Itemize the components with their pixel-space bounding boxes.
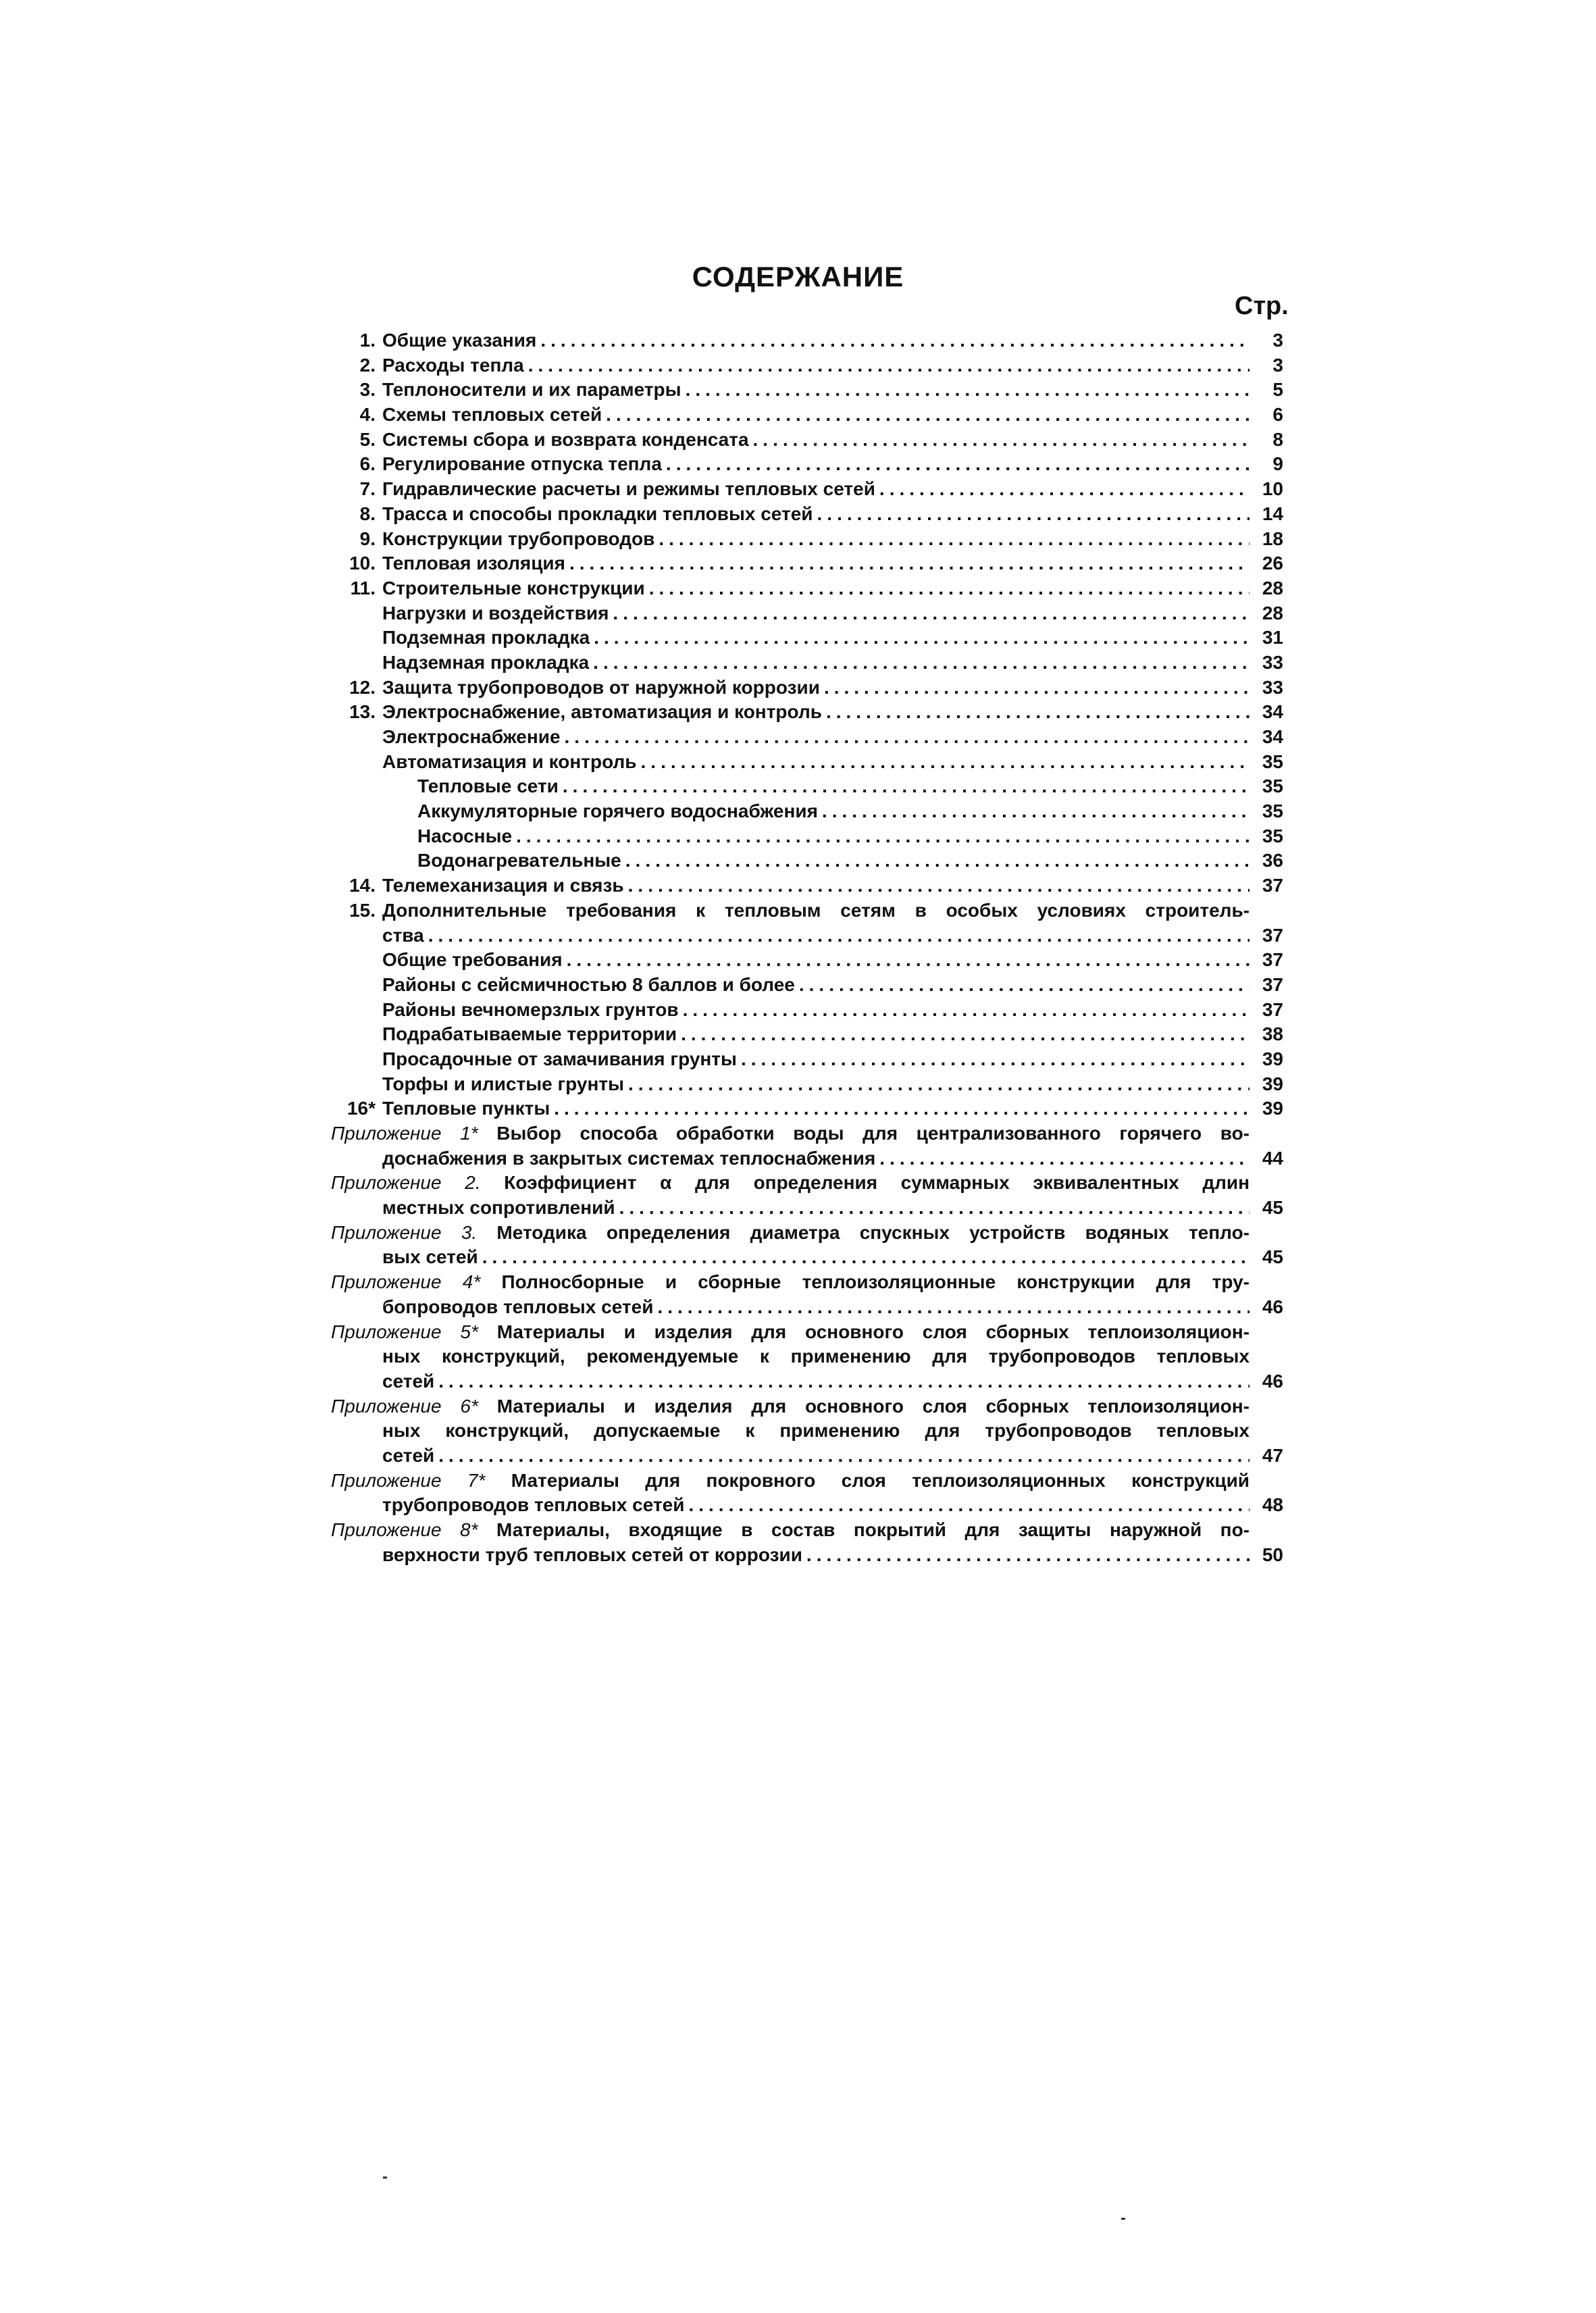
toc-entry-number: 4. <box>359 404 376 426</box>
toc-entry-page: 35 <box>1262 776 1283 797</box>
toc-entry-number: 8. <box>359 503 376 524</box>
dot-leader <box>621 848 1250 873</box>
dot-leader <box>653 1295 1250 1320</box>
appendix-line <box>331 1320 1250 1345</box>
toc-entry-page: 26 <box>1262 553 1283 574</box>
toc-entry-label: Защита трубопроводов от наружной коррозии <box>382 676 820 698</box>
appendix-page: 44 <box>1262 1147 1283 1169</box>
appendix-entry <box>331 1518 1283 1543</box>
appendix-continuation <box>331 1419 1283 1444</box>
toc-entry-title <box>382 1047 1250 1072</box>
dot-leader <box>820 676 1250 701</box>
appendix-continuation <box>331 1344 1283 1369</box>
appendix-line <box>331 1171 1250 1196</box>
toc-entry-title <box>382 502 1250 527</box>
dot-leader <box>602 403 1250 428</box>
dot-leader <box>737 1047 1250 1072</box>
toc-entry-number: 15. <box>349 899 376 921</box>
appendix-continuation <box>331 1245 1283 1270</box>
dot-leader <box>512 824 1250 849</box>
toc-entry <box>331 848 1283 873</box>
toc-entry <box>331 1047 1283 1072</box>
appendix-continuation <box>331 1196 1283 1221</box>
toc-entry-number: 11. <box>350 577 376 599</box>
toc-entry-label: Просадочные от замачивания грунты <box>382 1048 737 1069</box>
toc-entry-title <box>382 601 1250 626</box>
toc-entry-page: 39 <box>1262 1098 1283 1119</box>
toc-entry-number: 2. <box>359 354 376 376</box>
dot-leader <box>524 353 1250 378</box>
toc-entry-label: Электроснабжение, автоматизация и контроль <box>382 701 822 723</box>
toc-entry <box>331 527 1283 552</box>
toc-entry-title <box>417 774 1250 799</box>
toc-entry <box>331 328 1283 353</box>
toc-entry-number: 7. <box>359 478 376 500</box>
appendix-entry <box>331 1221 1283 1246</box>
dot-leader <box>609 601 1250 626</box>
toc-entry <box>331 452 1283 477</box>
toc-entry <box>331 700 1283 725</box>
page-column-label: Стр. <box>1235 292 1289 320</box>
toc-entry-page: 31 <box>1262 627 1283 649</box>
dot-leader <box>637 750 1250 775</box>
toc-entry <box>331 973 1283 998</box>
toc-entry-page: 37 <box>1262 973 1283 995</box>
toc-entry-page: 3 <box>1272 354 1283 376</box>
toc-entry-title <box>382 428 1250 453</box>
appendix-title-end <box>382 1369 1250 1394</box>
dot-leader <box>434 1444 1250 1469</box>
toc-entry-label: Схемы тепловых сетей <box>382 404 602 426</box>
appendix-entry <box>331 1270 1283 1295</box>
toc-entry-title <box>382 527 1250 552</box>
toc-entry-title <box>382 477 1250 502</box>
toc-entry-label: Районы вечномерзлых грунтов <box>382 998 679 1020</box>
toc-entry-number: 1. <box>359 330 376 351</box>
toc-entry-number: 9. <box>359 528 376 549</box>
table-of-contents <box>331 328 1283 1567</box>
toc-entry-page: 8 <box>1272 428 1283 450</box>
appendix-entry <box>331 1469 1283 1494</box>
appendix-title-end <box>382 1444 1250 1469</box>
appendix-text: сетей <box>382 1444 435 1466</box>
scan-speck <box>383 2177 387 2179</box>
toc-entry <box>331 923 1283 948</box>
toc-entry-page: 14 <box>1262 503 1283 524</box>
toc-entry <box>331 626 1283 651</box>
dot-leader <box>875 477 1250 502</box>
dot-leader <box>590 626 1250 651</box>
appendix-prefix: Приложение 6* <box>331 1395 478 1417</box>
dot-leader <box>536 328 1250 353</box>
dot-leader <box>802 1543 1250 1568</box>
toc-entry-label: Трасса и способы прокладки тепловых сетей <box>382 503 813 524</box>
dot-leader <box>645 576 1250 601</box>
appendix-line <box>331 1221 1250 1246</box>
toc-entry-title <box>382 948 1250 973</box>
dot-leader <box>795 973 1250 998</box>
toc-entry-label: Электроснабжение <box>382 726 561 747</box>
appendix-page: 45 <box>1262 1197 1283 1219</box>
toc-entry-page: 37 <box>1262 924 1283 946</box>
toc-entry-label: Нагрузки и воздействия <box>382 602 609 624</box>
toc-entry-label: Подземная прокладка <box>382 627 590 649</box>
toc-entry-label: Тепловые пункты <box>382 1098 550 1119</box>
toc-entry <box>331 1072 1283 1097</box>
toc-entry-label: Водонагревательные <box>417 850 621 871</box>
appendix-text: местных сопротивлений <box>382 1197 615 1219</box>
dot-leader <box>565 551 1250 576</box>
dot-leader <box>434 1369 1250 1394</box>
toc-entry-title <box>382 378 1250 403</box>
toc-entry-title <box>382 626 1250 651</box>
toc-entry-page: 3 <box>1272 330 1283 351</box>
toc-entry <box>331 651 1283 676</box>
toc-entry <box>331 750 1283 775</box>
appendix-title-end <box>382 1196 1250 1221</box>
appendix-text: Материалы для покровного слоя теплоизоляционных конструкций <box>511 1469 1250 1491</box>
toc-entry-page: 38 <box>1262 1023 1283 1045</box>
toc-entry-title <box>382 551 1250 576</box>
toc-entry-title <box>382 700 1250 725</box>
appendix-line <box>331 1394 1250 1419</box>
appendix-text: Коэффициент α для определения суммарных эквивалентных длин <box>504 1172 1250 1194</box>
toc-entry <box>331 576 1283 601</box>
appendix-title-end <box>382 1245 1250 1270</box>
appendix-line <box>331 1121 1250 1146</box>
toc-entry-label: Подрабатываемые территории <box>382 1023 677 1045</box>
toc-entry <box>331 502 1283 527</box>
dot-leader <box>813 502 1250 527</box>
toc-entry-page: 39 <box>1262 1048 1283 1069</box>
appendix-entry <box>331 1171 1283 1196</box>
appendix-line <box>331 1270 1250 1295</box>
toc-entry-label: Автоматизация и контроль <box>382 751 637 772</box>
toc-entry-number: 5. <box>359 428 376 450</box>
toc-entry-page: 34 <box>1262 701 1283 723</box>
toc-entry-title <box>382 873 1250 898</box>
toc-entry-page: 36 <box>1262 850 1283 871</box>
appendix-page: 46 <box>1262 1296 1283 1317</box>
appendix-line <box>331 1518 1250 1543</box>
toc-entry-title <box>417 824 1250 849</box>
scan-speck <box>1121 2218 1125 2220</box>
toc-entry-title <box>382 998 1250 1023</box>
appendix-text: Материалы и изделия для основного слоя сборных теплоизоляцион- <box>496 1321 1250 1342</box>
toc-entry-label: Тепловые сети <box>417 776 559 797</box>
toc-entry-label: Общие указания <box>382 330 537 351</box>
toc-entry-title <box>382 576 1250 601</box>
dot-leader <box>624 873 1250 898</box>
dot-leader <box>478 1245 1250 1270</box>
appendix-prefix: Приложение 3. <box>331 1221 478 1243</box>
appendix-text: Выбор способа обработки воды для централизованного горячего во- <box>496 1123 1250 1144</box>
toc-entry-number: 14. <box>349 875 376 896</box>
appendix-prefix: Приложение 1* <box>331 1123 478 1144</box>
toc-entry-page: 33 <box>1262 651 1283 673</box>
dot-leader <box>749 428 1250 453</box>
toc-entry-title <box>417 848 1250 873</box>
dot-leader <box>563 948 1250 973</box>
dot-leader <box>615 1196 1250 1221</box>
dot-leader <box>818 799 1250 824</box>
appendix-page: 50 <box>1262 1544 1283 1565</box>
toc-entry-page: 35 <box>1262 800 1283 822</box>
toc-entry-page: 5 <box>1272 379 1283 401</box>
appendix-prefix: Приложение 4* <box>331 1271 481 1293</box>
appendix-page: 47 <box>1262 1444 1283 1466</box>
appendix-continuation <box>331 1444 1283 1469</box>
toc-entry <box>331 998 1283 1023</box>
toc-entry-label: Надземная прокладка <box>382 651 590 673</box>
toc-entry-page: 37 <box>1262 875 1283 896</box>
toc-entry-page: 6 <box>1272 404 1283 426</box>
toc-entry-label: Теплоносители и их параметры <box>382 379 681 401</box>
toc-entry-title <box>382 725 1250 750</box>
toc-entry-page: 33 <box>1262 676 1283 698</box>
dot-leader <box>875 1146 1250 1171</box>
toc-entry <box>331 824 1283 849</box>
toc-entry-number: 12. <box>349 676 376 698</box>
toc-entry-label: ства <box>382 924 424 946</box>
dot-leader <box>589 651 1250 676</box>
toc-entry <box>331 873 1283 898</box>
toc-entry <box>331 378 1283 403</box>
toc-entry-page: 28 <box>1262 602 1283 624</box>
toc-entry-title <box>417 799 1250 824</box>
appendix-text: Методика определения диаметра спускных устройств водяных тепло- <box>496 1221 1250 1243</box>
toc-entry-label: Регулирование отпуска тепла <box>382 453 662 475</box>
toc-entry <box>331 1096 1283 1121</box>
toc-entry-title <box>382 973 1250 998</box>
toc-entry <box>331 477 1283 502</box>
appendix-entry <box>331 1394 1283 1419</box>
toc-entry <box>331 353 1283 378</box>
appendix-prefix: Приложение 5* <box>331 1321 478 1342</box>
toc-entry-title <box>382 403 1250 428</box>
toc-entry <box>331 601 1283 626</box>
appendix-text: вых сетей <box>382 1246 478 1268</box>
toc-entry-number: 10. <box>349 553 376 574</box>
dot-leader <box>561 725 1250 750</box>
page-title: СОДЕРЖАНИЕ <box>692 261 904 293</box>
toc-entry-number: 6. <box>359 453 376 475</box>
appendix-continuation <box>331 1295 1283 1320</box>
toc-entry-title <box>382 1022 1250 1047</box>
toc-entry-title <box>382 750 1250 775</box>
appendix-text: Материалы, входящие в состав покрытий для защиты наружной по- <box>496 1519 1250 1540</box>
toc-entry-label: Районы с сейсмичностью 8 баллов и более <box>382 973 795 995</box>
dot-leader <box>822 700 1250 725</box>
appendix-title-end <box>382 1493 1250 1518</box>
toc-entry <box>331 799 1283 824</box>
toc-entry-number: 3. <box>359 379 376 401</box>
toc-entry-page: 9 <box>1272 453 1283 475</box>
toc-entry-title <box>382 923 1250 948</box>
dot-leader <box>424 923 1250 948</box>
toc-entry-label: Гидравлические расчеты и режимы тепловых сетей <box>382 478 875 500</box>
appendix-continuation <box>331 1493 1283 1518</box>
appendix-entry <box>331 1121 1283 1146</box>
toc-entry-label: Дополнительные требования к тепловым сетям в особых условиях строитель- <box>382 899 1250 921</box>
toc-entry-title <box>382 353 1250 378</box>
toc-entry <box>331 1022 1283 1047</box>
toc-entry <box>331 676 1283 701</box>
dot-leader <box>684 1493 1250 1518</box>
toc-entry-number: 16* <box>346 1098 376 1119</box>
toc-entry <box>331 948 1283 973</box>
toc-entry <box>331 898 1283 923</box>
toc-entry <box>331 403 1283 428</box>
appendix-text: Полносборные и сборные теплоизоляционные конструкции для тру- <box>501 1271 1250 1293</box>
toc-entry <box>331 774 1283 799</box>
appendix-text: доснабжения в закрытых системах теплоснабжения <box>382 1147 876 1169</box>
dot-leader <box>559 774 1250 799</box>
appendix-text: ных конструкций, допускаемые к применению для трубопроводов тепловых <box>382 1420 1250 1442</box>
appendix-line <box>331 1469 1250 1494</box>
appendix-continuation <box>331 1543 1283 1568</box>
dot-leader <box>681 378 1250 403</box>
appendix-page: 46 <box>1262 1370 1283 1392</box>
toc-entry-title <box>382 676 1250 701</box>
appendix-text: бопроводов тепловых сетей <box>382 1296 654 1317</box>
toc-entry-title <box>382 1096 1250 1121</box>
dot-leader <box>662 452 1250 477</box>
toc-entry-title <box>382 452 1250 477</box>
appendix-text: Материалы и изделия для основного слоя сборных теплоизоляцион- <box>496 1395 1250 1417</box>
appendix-page: 48 <box>1262 1494 1283 1516</box>
toc-entry-page: 34 <box>1262 726 1283 747</box>
appendix-continuation <box>331 1146 1283 1171</box>
toc-entry-label: Аккумуляторные горячего водоснабжения <box>417 800 818 822</box>
appendix-continuation <box>331 1369 1283 1394</box>
appendix-title-end <box>382 1543 1250 1568</box>
toc-entry-label: Общие требования <box>382 949 563 971</box>
toc-entry <box>331 551 1283 576</box>
dot-leader <box>677 1022 1250 1047</box>
toc-entry-page: 39 <box>1262 1073 1283 1094</box>
appendix-entry <box>331 1320 1283 1345</box>
toc-entry-page: 10 <box>1262 478 1283 500</box>
dot-leader <box>550 1096 1250 1121</box>
appendix-title-end <box>382 1295 1250 1320</box>
toc-entry <box>331 428 1283 453</box>
appendix-text: трубопроводов тепловых сетей <box>382 1494 685 1516</box>
appendix-title-end <box>382 1146 1250 1171</box>
toc-entry-label: Строительные конструкции <box>382 577 645 599</box>
toc-entry-page: 18 <box>1262 528 1283 549</box>
toc-entry-page: 28 <box>1262 577 1283 599</box>
toc-entry-title <box>382 651 1250 676</box>
appendix-prefix: Приложение 7* <box>331 1469 486 1491</box>
toc-entry-label: Расходы тепла <box>382 354 524 376</box>
appendix-prefix: Приложение 2. <box>331 1172 481 1194</box>
appendix-text: верхности труб тепловых сетей от коррозии <box>382 1544 802 1565</box>
toc-entry-title <box>382 328 1250 353</box>
toc-entry-page: 35 <box>1262 751 1283 772</box>
toc-entry-label: Торфы и илистые грунты <box>382 1073 624 1094</box>
toc-entry-label: Конструкции трубопроводов <box>382 528 655 549</box>
toc-entry-number: 13. <box>349 701 376 723</box>
toc-entry-label: Системы сбора и возврата конденсата <box>382 428 749 450</box>
dot-leader <box>624 1072 1250 1097</box>
toc-entry-page: 35 <box>1262 825 1283 846</box>
appendix-page: 45 <box>1262 1246 1283 1268</box>
toc-entry-page: 37 <box>1262 998 1283 1020</box>
toc-entry <box>331 725 1283 750</box>
appendix-text: ных конструкций, рекомендуемые к применению для трубопроводов тепловых <box>382 1346 1250 1367</box>
toc-entry-title <box>382 1072 1250 1097</box>
dot-leader <box>679 998 1250 1023</box>
toc-entry-label: Насосные <box>417 825 513 846</box>
appendix-prefix: Приложение 8* <box>331 1519 478 1540</box>
toc-entry-label: Телемеханизация и связь <box>382 875 624 896</box>
appendix-text: сетей <box>382 1370 435 1392</box>
toc-entry-label: Тепловая изоляция <box>382 553 565 574</box>
dot-leader <box>654 527 1250 552</box>
toc-entry-page: 37 <box>1262 949 1283 971</box>
